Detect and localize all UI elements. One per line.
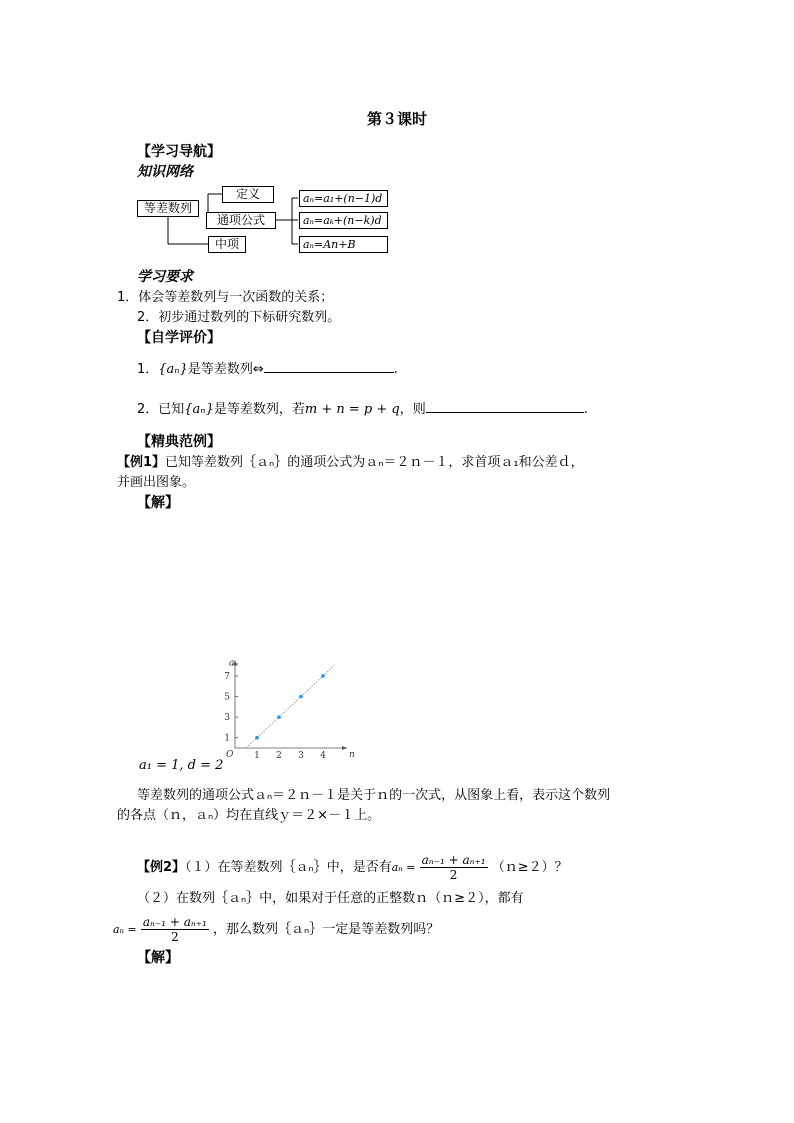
example-2-line-3 bbox=[113, 915, 439, 944]
y-tick-label: 1 bbox=[224, 733, 230, 744]
diagram-formula-1: aₙ=a₁+(n−1)d bbox=[299, 190, 388, 207]
example-2-line-2: （２）在数列｛ａₙ｝中，如果对于任意的正整数ｎ（ｎ≥２），都有 bbox=[137, 891, 524, 906]
diagram-root-box: 等差数列 bbox=[137, 200, 199, 217]
fraction-2-denominator: 2 bbox=[171, 930, 179, 944]
q1-answer-blank[interactable] bbox=[264, 360, 394, 373]
q2-prefix: 2．已知 bbox=[137, 402, 185, 417]
fraction-lhs-1: aₙ = bbox=[391, 861, 416, 874]
data-point bbox=[321, 674, 325, 678]
example-1-label: 【例1】 bbox=[117, 455, 166, 470]
fraction-2 bbox=[141, 915, 209, 944]
y-tick-label: 5 bbox=[224, 692, 230, 703]
example-2-line-1 bbox=[137, 853, 568, 882]
example-1-solution-label: 【解】 bbox=[137, 495, 179, 511]
example-1-line-2: 并画出图象。 bbox=[117, 475, 196, 490]
y-axis-label: aₙ bbox=[229, 658, 239, 669]
example-2-label: 【例2】 bbox=[137, 860, 186, 875]
example-1-line-1 bbox=[117, 451, 584, 470]
q1-prefix: 1． bbox=[137, 362, 159, 377]
data-point bbox=[299, 695, 303, 699]
diagram-general-formula-box: 通项公式 bbox=[206, 212, 276, 229]
page-title: 第３课时 bbox=[366, 110, 427, 128]
example-1-explain-2: 的各点（ｎ，ａₙ）均在直线ｙ＝２×－１上。 bbox=[117, 808, 381, 823]
x-axis-arrow bbox=[342, 746, 347, 750]
example-1-chart bbox=[215, 645, 355, 765]
diagram-definition-box: 定义 bbox=[222, 186, 274, 203]
fraction-lhs-2: aₙ = bbox=[113, 923, 137, 936]
diagram-formula-3: aₙ=An+B bbox=[299, 236, 388, 253]
q1-text: 是等差数列⇔ bbox=[187, 362, 264, 377]
example-2-part-3: ，那么数列｛ａₙ｝一定是等差数列吗？ bbox=[213, 922, 440, 937]
diagram-formula-2: aₙ=aₖ+(n−k)d bbox=[299, 212, 388, 229]
example-1-text: 已知等差数列｛ａₙ｝的通项公式为ａₙ＝２ｎ－１，求首项ａ₁和公差ｄ， bbox=[165, 455, 584, 470]
origin-label: O bbox=[226, 750, 234, 760]
data-point bbox=[255, 736, 259, 740]
knowledge-network-heading: 知识网络 bbox=[137, 164, 193, 180]
y-tick-label: 7 bbox=[224, 671, 230, 682]
q2-seq: {aₙ} bbox=[184, 402, 214, 417]
diagram-middle-term-box: 中项 bbox=[208, 236, 246, 253]
q1-seq: {aₙ} bbox=[158, 362, 188, 377]
trend-line bbox=[246, 666, 334, 748]
fraction-1 bbox=[420, 853, 488, 882]
x-tick-label: 3 bbox=[298, 751, 304, 761]
examples-header: 【精典范例】 bbox=[137, 434, 221, 450]
q2-then: ，则 bbox=[399, 402, 426, 417]
x-tick-label: 4 bbox=[320, 751, 326, 761]
example-2-solution-label: 【解】 bbox=[137, 950, 179, 966]
fraction-2-numerator: aₙ₋₁ + aₙ₊₁ bbox=[142, 915, 207, 929]
self-eval-q1: 1．{aₙ}是等差数列⇔ . bbox=[137, 362, 398, 377]
q2-answer-blank[interactable] bbox=[426, 400, 584, 413]
q2-text: 是等差数列，若 bbox=[213, 402, 305, 417]
fraction-1-denominator: 2 bbox=[449, 868, 458, 882]
y-tick-label: 3 bbox=[224, 713, 230, 724]
self-eval-header: 【自学评价】 bbox=[137, 330, 221, 346]
self-eval-q2: 2．已知{aₙ}是等差数列，若m + n = p + q，则 . bbox=[137, 402, 588, 417]
fraction-1-numerator: aₙ₋₁ + aₙ₊₁ bbox=[421, 853, 486, 867]
requirement-2: 2．初步通过数列的下标研究数列。 bbox=[137, 310, 341, 325]
x-tick-label: 1 bbox=[254, 751, 260, 761]
guide-header: 【学习导航】 bbox=[137, 144, 221, 160]
x-axis-label: n bbox=[349, 750, 355, 760]
x-tick-label: 2 bbox=[276, 751, 282, 761]
data-point bbox=[277, 715, 281, 719]
example-2-part-1a: （１）在等差数列｛ａₙ｝中，是否有 bbox=[185, 860, 392, 875]
q2-condition: m + n = p + q bbox=[304, 402, 400, 417]
example-2-part-1b: （ｎ≥２）？ bbox=[491, 860, 568, 875]
requirements-heading: 学习要求 bbox=[137, 269, 193, 285]
example-1-explain-1: 等差数列的通项公式ａₙ＝２ｎ－１是关于ｎ的一次式，从图象上看，表示这个数列 bbox=[137, 788, 611, 803]
example-1-answer: a₁ = 1, d = 2 bbox=[139, 758, 224, 773]
requirement-1: 1．体会等差数列与一次函数的关系； bbox=[117, 290, 334, 305]
